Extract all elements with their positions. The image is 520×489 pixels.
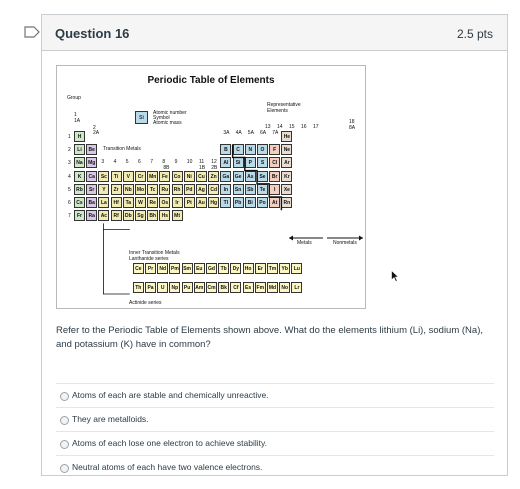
group-header: 4 bbox=[113, 159, 117, 165]
element-cell: F bbox=[269, 144, 280, 155]
period-number: 4 bbox=[68, 173, 71, 180]
answer-radio[interactable] bbox=[60, 440, 69, 449]
group-header: 4A bbox=[235, 130, 242, 136]
lanthanide-cell: Tm bbox=[267, 263, 278, 274]
group-header: 6A bbox=[260, 130, 267, 136]
element-cell: Ar bbox=[281, 157, 292, 168]
element-cell: Xe bbox=[281, 184, 292, 195]
element-cell: Os bbox=[159, 197, 170, 208]
group-header: 7A bbox=[272, 130, 279, 136]
mouse-cursor-icon bbox=[391, 270, 399, 282]
lanthanide-cell: Pm bbox=[169, 263, 180, 274]
group-header: 9 bbox=[174, 159, 178, 165]
group-header: 2 bbox=[93, 125, 96, 131]
actinide-cell: Th bbox=[133, 282, 144, 293]
element-cell: Rn bbox=[281, 197, 292, 208]
element-cell: Hf bbox=[111, 197, 122, 208]
element-cell: Cs bbox=[74, 197, 85, 208]
element-cell: Ag bbox=[196, 184, 207, 195]
group-header: 12 bbox=[211, 159, 217, 165]
lanthanide-cell: Yb bbox=[279, 263, 290, 274]
legend-atomic-mass: Atomic mass bbox=[153, 120, 182, 126]
lanthanide-cell: Dy bbox=[230, 263, 241, 274]
element-cell: Sg bbox=[135, 210, 146, 221]
group-header: 2A bbox=[93, 130, 100, 136]
period-number: 6 bbox=[68, 200, 71, 206]
periodic-table-title: Periodic Table of Elements bbox=[147, 75, 275, 86]
group-header: 11 bbox=[199, 159, 205, 165]
element-cell: In bbox=[220, 184, 231, 195]
element-cell: Be bbox=[86, 144, 97, 155]
element-cell: K bbox=[74, 171, 85, 182]
element-cell: I bbox=[269, 184, 280, 195]
element-cell: Hs bbox=[159, 210, 170, 221]
element-cell: Hg bbox=[208, 197, 219, 208]
periodic-table-image bbox=[56, 65, 366, 309]
lanthanide-label: Lanthanide series bbox=[129, 256, 169, 262]
element-cell: Rh bbox=[172, 184, 183, 195]
question-header bbox=[42, 15, 507, 51]
element-cell: Mg bbox=[86, 157, 97, 168]
group-header: 1B bbox=[199, 165, 206, 171]
group-header: 13 bbox=[265, 124, 271, 130]
element-cell: Fr bbox=[74, 210, 85, 221]
element-cell: Ni bbox=[184, 171, 195, 182]
element-cell: Cl bbox=[269, 157, 280, 168]
element-cell: Na bbox=[74, 157, 85, 168]
element-cell: Co bbox=[172, 171, 183, 182]
flag-question-icon[interactable] bbox=[24, 26, 40, 38]
lanthanide-cell: Tb bbox=[218, 263, 229, 274]
group-header: 17 bbox=[313, 124, 319, 130]
answer-option[interactable] bbox=[56, 383, 494, 407]
element-cell: Ac bbox=[98, 210, 109, 221]
element-cell: Rb bbox=[74, 184, 85, 195]
element-cell: Bi bbox=[245, 197, 256, 208]
group-header: 2B bbox=[211, 165, 218, 171]
element-cell: Ta bbox=[123, 197, 134, 208]
group-header: 16 bbox=[301, 124, 307, 130]
answer-label[interactable]: Atoms of each are stable and chemically unreactive. bbox=[72, 390, 269, 400]
element-cell: Ti bbox=[111, 171, 122, 182]
transition-metals-label: Transition Metals bbox=[103, 146, 141, 152]
answer-option[interactable] bbox=[56, 455, 494, 479]
element-cell: Sr bbox=[86, 184, 97, 195]
element-cell: As bbox=[245, 171, 256, 182]
element-cell: Cu bbox=[196, 171, 207, 182]
lanthanide-cell: Lu bbox=[291, 263, 302, 274]
element-cell: Db bbox=[123, 210, 134, 221]
element-cell: Ne bbox=[281, 144, 292, 155]
period-number: 5 bbox=[68, 186, 71, 193]
nonmetals-label: Nonmetals bbox=[333, 240, 357, 246]
element-cell: C bbox=[233, 144, 244, 155]
legend-symbol-box: Si bbox=[135, 111, 148, 124]
inner-transition-label: Inner Transition Metals bbox=[129, 250, 180, 256]
period-number: 2 bbox=[68, 147, 71, 154]
actinide-cell: Cf bbox=[230, 282, 241, 293]
actinide-cell: U bbox=[157, 282, 168, 293]
element-cell: Tc bbox=[147, 184, 158, 195]
group-header: 7 bbox=[150, 159, 153, 165]
element-cell: Se bbox=[257, 171, 268, 182]
metals-label: Metals bbox=[297, 240, 312, 246]
actinide-cell: No bbox=[279, 282, 290, 293]
period-number: 7 bbox=[68, 213, 71, 220]
answer-radio[interactable] bbox=[60, 464, 69, 473]
element-cell: Sn bbox=[233, 184, 244, 195]
actinide-cell: Cm bbox=[206, 282, 217, 293]
lanthanide-cell: Er bbox=[255, 263, 266, 274]
element-cell: Li bbox=[74, 144, 85, 155]
element-cell: Zr bbox=[111, 184, 122, 195]
element-cell: P bbox=[245, 157, 256, 168]
legend-symbol: Symbol bbox=[153, 115, 170, 121]
element-cell: Pb bbox=[233, 197, 244, 208]
actinide-cell: Np bbox=[169, 282, 180, 293]
element-cell: Tl bbox=[220, 197, 231, 208]
element-cell: Pt bbox=[184, 197, 195, 208]
element-cell: Re bbox=[147, 197, 158, 208]
group-header: 5A bbox=[247, 130, 254, 136]
element-cell: Kr bbox=[281, 171, 292, 182]
question-points: 2.5 pts bbox=[456, 27, 493, 41]
group-header: 1 bbox=[74, 112, 77, 118]
actinide-cell: Fm bbox=[255, 282, 266, 293]
actinide-cell: Am bbox=[194, 282, 205, 293]
actinide-cell: Bk bbox=[218, 282, 229, 293]
question-card bbox=[41, 14, 508, 476]
group-header: 14 bbox=[277, 124, 283, 130]
actinide-cell: Es bbox=[243, 282, 254, 293]
period-number: 1 bbox=[68, 134, 71, 140]
element-cell: H bbox=[74, 131, 85, 142]
answer-radio[interactable] bbox=[60, 416, 69, 425]
element-cell: Pd bbox=[184, 184, 195, 195]
element-cell: O bbox=[257, 144, 268, 155]
lanthanide-cell: Ho bbox=[243, 263, 254, 274]
element-cell: Zn bbox=[208, 171, 219, 182]
element-cell: N bbox=[245, 144, 256, 155]
element-cell: S bbox=[257, 157, 268, 168]
element-cell: Ra bbox=[86, 210, 97, 221]
element-cell: Au bbox=[196, 197, 207, 208]
group-header: 6 bbox=[138, 159, 141, 165]
group-label: Group bbox=[67, 95, 81, 101]
element-cell: Br bbox=[269, 171, 280, 182]
element-cell: Nb bbox=[123, 184, 134, 195]
group-header: 8B bbox=[163, 165, 170, 171]
group-header: 10 bbox=[186, 159, 193, 165]
element-cell: Cr bbox=[135, 171, 146, 182]
element-cell: Po bbox=[257, 197, 268, 208]
lanthanide-cell: Ce bbox=[133, 263, 144, 274]
lanthanide-cell: Nd bbox=[157, 263, 168, 274]
element-cell: Rf bbox=[111, 210, 122, 221]
element-cell: Ge bbox=[233, 171, 244, 182]
group-header: 1A bbox=[74, 118, 81, 124]
question-prompt: Refer to the Periodic Table of Elements shown above. What do the elements lithium (Li), sodium (Na), and potassium (K) have in common? bbox=[56, 325, 483, 350]
lanthanide-cell: Sm bbox=[182, 263, 193, 274]
representative-label: Representative Elements bbox=[267, 102, 301, 114]
answer-option[interactable] bbox=[56, 431, 494, 455]
lanthanide-cell: Eu bbox=[194, 263, 205, 274]
answer-label[interactable]: They are metalloids. bbox=[72, 414, 149, 424]
group-header: 3 bbox=[101, 159, 105, 165]
element-cell: La bbox=[98, 197, 109, 208]
answer-radio[interactable] bbox=[60, 392, 69, 401]
element-cell: Ga bbox=[220, 171, 231, 182]
answer-option[interactable] bbox=[56, 407, 494, 431]
element-cell: Mn bbox=[147, 171, 158, 182]
element-cell: Al bbox=[220, 157, 231, 168]
legend-atomic-number: Atomic number bbox=[153, 110, 187, 116]
actinide-cell: Pa bbox=[145, 282, 156, 293]
group-header: 18 bbox=[349, 119, 355, 125]
element-cell: Si bbox=[233, 157, 244, 168]
period-number: 3 bbox=[68, 160, 71, 167]
element-cell: W bbox=[135, 197, 146, 208]
element-cell: Mo bbox=[135, 184, 146, 195]
group-header: 3A bbox=[223, 130, 230, 136]
lanthanide-cell: Pr bbox=[145, 263, 156, 274]
answer-label[interactable]: Atoms of each lose one electron to achieve stability. bbox=[72, 438, 267, 448]
group-header: 8A bbox=[349, 125, 356, 131]
element-cell: Fe bbox=[159, 171, 170, 182]
element-cell: V bbox=[123, 171, 134, 182]
actinide-cell: Md bbox=[267, 282, 278, 293]
element-cell: B bbox=[220, 144, 231, 155]
element-cell: Ca bbox=[86, 171, 97, 182]
element-cell: Ba bbox=[86, 197, 97, 208]
element-cell: Y bbox=[98, 184, 109, 195]
answer-list bbox=[56, 383, 494, 479]
question-title: Question 16 bbox=[55, 26, 130, 41]
actinide-cell: Pu bbox=[182, 282, 193, 293]
element-cell: He bbox=[281, 131, 292, 142]
group-header: 5 bbox=[125, 159, 129, 165]
actinide-cell: Lr bbox=[291, 282, 302, 293]
element-cell: Cd bbox=[208, 184, 219, 195]
element-cell: Mt bbox=[172, 210, 183, 221]
lanthanide-cell: Gd bbox=[206, 263, 217, 274]
actinide-label: Actinide series bbox=[129, 300, 162, 306]
element-cell: Sb bbox=[245, 184, 256, 195]
element-cell: Bh bbox=[147, 210, 158, 221]
element-cell: Ru bbox=[159, 184, 170, 195]
element-cell: At bbox=[269, 197, 280, 208]
metalloid-staircase-line bbox=[57, 66, 366, 309]
group-header: 8 bbox=[162, 159, 166, 165]
element-cell: Sc bbox=[98, 171, 109, 182]
element-cell: Te bbox=[257, 184, 268, 195]
answer-label[interactable]: Neutral atoms of each have two valence electrons. bbox=[72, 462, 263, 472]
element-cell: Ir bbox=[172, 197, 183, 208]
group-header: 15 bbox=[289, 124, 295, 130]
